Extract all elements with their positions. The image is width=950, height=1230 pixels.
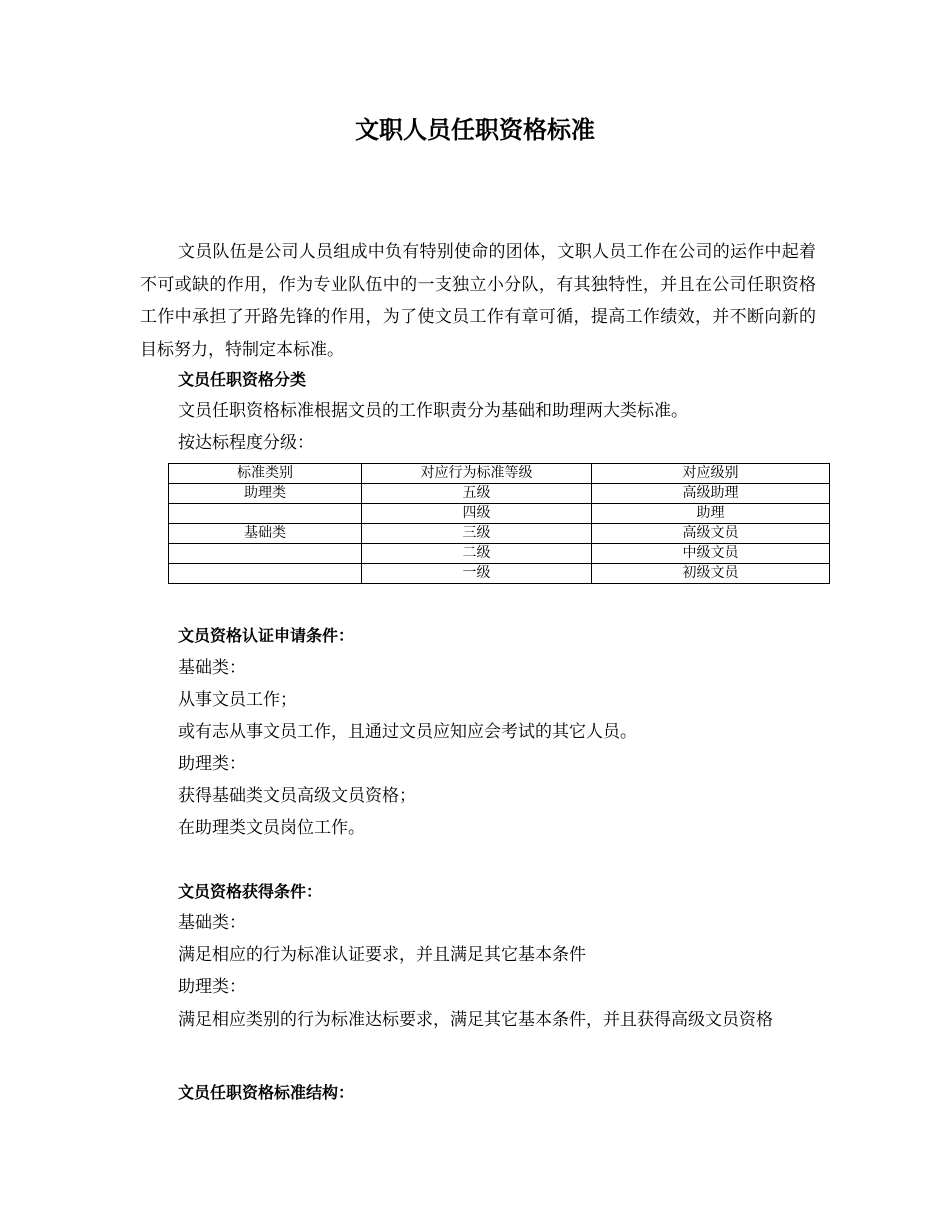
table-header-cell: 对应行为标准等级 <box>362 464 592 484</box>
application-assistant-item: 在助理类文员岗位工作。 <box>178 818 365 838</box>
table-row <box>169 484 830 504</box>
table-cell: 助理类 <box>169 484 362 504</box>
table-header-row <box>169 464 830 484</box>
table-cell: 助理 <box>592 504 830 524</box>
table-cell: 二级 <box>362 544 592 564</box>
table-cell <box>169 504 362 524</box>
obtain-assistant-label: 助理类： <box>178 977 246 997</box>
table-cell <box>169 564 362 584</box>
classification-text: 文员任职资格标准根据文员的工作职责分为基础和助理两大类标准。 <box>178 401 688 421</box>
table-cell: 四级 <box>362 504 592 524</box>
table-row <box>169 504 830 524</box>
application-basic-item: 从事文员工作； <box>178 690 297 710</box>
grading-label: 按达标程度分级： <box>178 433 314 453</box>
table-row <box>169 564 830 584</box>
table-cell: 高级助理 <box>592 484 830 504</box>
application-assistant-label: 助理类： <box>178 754 246 774</box>
obtain-assistant-text: 满足相应类别的行为标准达标要求，满足其它基本条件，并且获得高级文员资格 <box>178 1010 773 1030</box>
page-title: 文职人员任职资格标准 <box>355 116 595 144</box>
table-header-cell: 对应级别 <box>592 464 830 484</box>
application-basic-item: 或有志从事文员工作，且通过文员应知应会考试的其它人员。 <box>178 722 637 742</box>
table-cell: 初级文员 <box>592 564 830 584</box>
table-cell: 高级文员 <box>592 524 830 544</box>
table-cell: 基础类 <box>169 524 362 544</box>
classification-heading: 文员任职资格分类 <box>178 370 307 389</box>
table-cell: 一级 <box>362 564 592 584</box>
table-header-cell: 标准类别 <box>169 464 362 484</box>
table-cell: 中级文员 <box>592 544 830 564</box>
table-cell <box>169 544 362 564</box>
application-heading: 文员资格认证申请条件： <box>178 626 355 645</box>
obtain-basic-text: 满足相应的行为标准认证要求，并且满足其它基本条件 <box>178 945 586 965</box>
table-row <box>169 544 830 564</box>
intro-paragraph: 文员队伍是公司人员组成中负有特别使命的团体，文职人员工作在公司的运作中起着不可或缺的作用，作为专业队伍中的一支独立小分队，有其独特性，并且在公司任职资格工作中承担了开路先锋的作用，为了使文员工作有章可循，提高工作绩效，并不断向新的目标努力，特制定本标准。 <box>140 242 816 360</box>
table-cell: 三级 <box>362 524 592 544</box>
grade-table <box>168 463 830 584</box>
table-row <box>169 524 830 544</box>
application-basic-label: 基础类： <box>178 658 246 678</box>
obtain-heading: 文员资格获得条件： <box>178 882 323 901</box>
obtain-basic-label: 基础类： <box>178 913 246 933</box>
structure-heading: 文员任职资格标准结构： <box>178 1083 355 1102</box>
table-cell: 五级 <box>362 484 592 504</box>
application-assistant-item: 获得基础类文员高级文员资格； <box>178 786 416 806</box>
